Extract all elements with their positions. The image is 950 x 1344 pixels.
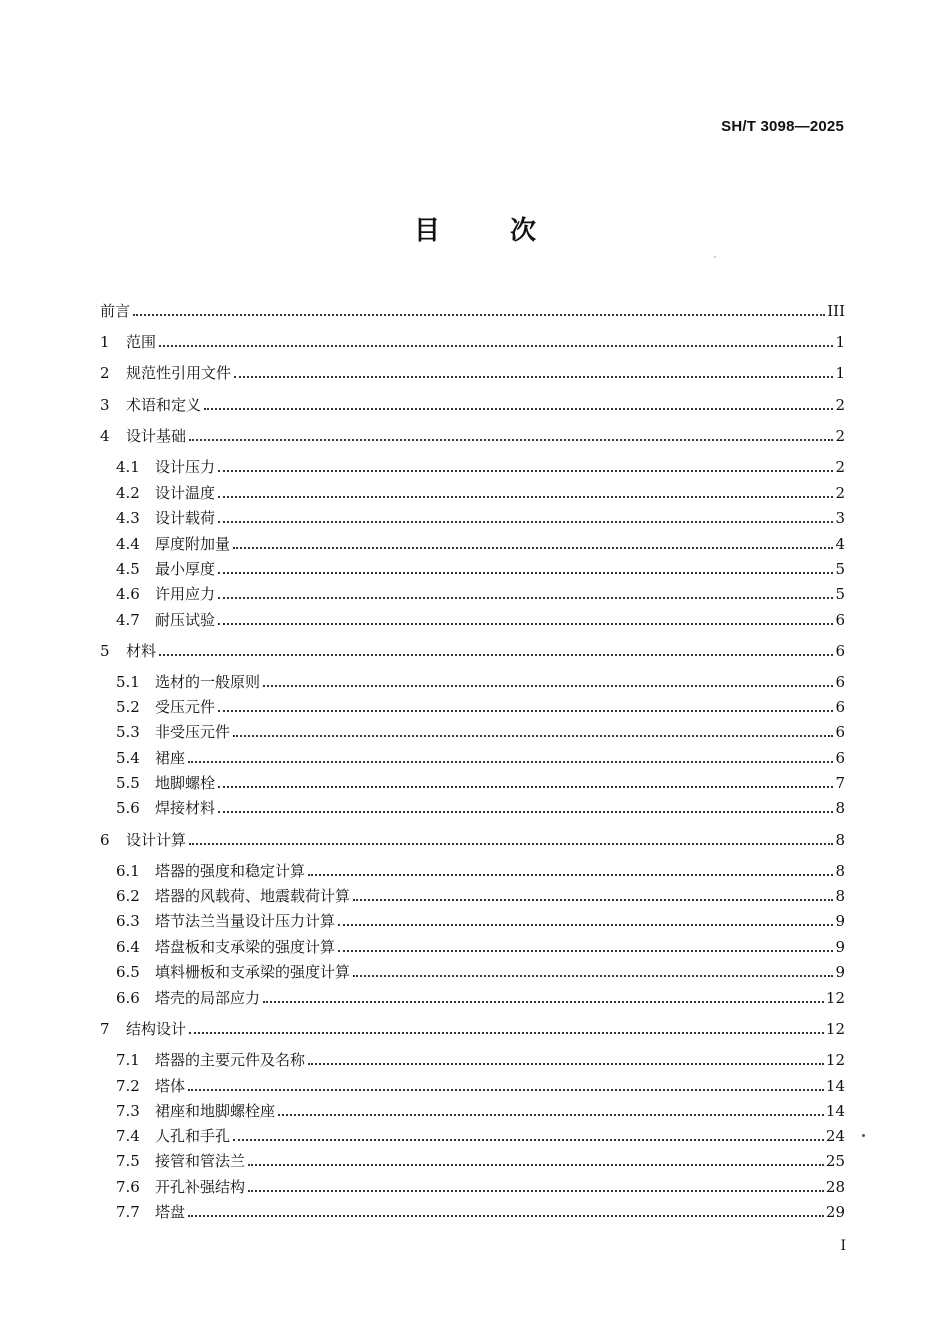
toc-entry-number: 6.5 xyxy=(116,963,140,981)
toc-dot-leader xyxy=(263,685,833,687)
toc-entry-page: 14 xyxy=(825,1102,845,1120)
scan-speck xyxy=(862,1134,865,1137)
toc-entry-number: 7.5 xyxy=(116,1152,140,1170)
toc-dot-leader xyxy=(248,1164,824,1166)
toc-entry-page: 7 xyxy=(835,774,845,792)
toc-entry-label: 设计压力 xyxy=(155,458,216,476)
toc-entry-label: 塔体 xyxy=(155,1077,186,1095)
toc-entry-label: 受压元件 xyxy=(155,698,216,716)
toc-entry-page: 8 xyxy=(835,799,845,817)
toc-entry-number: 4 xyxy=(100,427,110,445)
toc-dot-leader xyxy=(338,950,833,952)
toc-entry-label: 前言 xyxy=(100,302,131,320)
toc-entry-number: 5 xyxy=(100,642,110,660)
toc-entry[interactable] xyxy=(116,961,845,983)
toc-dot-leader xyxy=(353,899,833,901)
toc-entry-label: 设计温度 xyxy=(155,484,216,502)
toc-dot-leader xyxy=(218,623,833,625)
toc-entry-number: 7.7 xyxy=(116,1203,140,1221)
toc-entry[interactable] xyxy=(116,507,845,529)
toc-entry[interactable] xyxy=(100,362,845,384)
toc-dot-leader xyxy=(218,470,833,472)
page-number: I xyxy=(840,1238,846,1254)
toc-entry[interactable] xyxy=(116,860,845,882)
toc-dot-leader xyxy=(233,1139,824,1141)
toc-entry-label: 开孔补强结构 xyxy=(155,1178,246,1196)
toc-entry-label: 塔壳的局部应力 xyxy=(155,989,261,1007)
toc-entry-number: 3 xyxy=(100,396,110,414)
toc-dot-leader xyxy=(218,811,833,813)
toc-entry-number: 5.1 xyxy=(116,673,140,691)
toc-entry-page: 1 xyxy=(835,333,845,351)
toc-entry[interactable] xyxy=(116,721,845,743)
toc-dot-leader xyxy=(234,376,833,378)
toc-entry[interactable] xyxy=(100,331,845,353)
toc-entry-page: 12 xyxy=(825,989,845,1007)
toc-entry-number: 7 xyxy=(100,1020,110,1038)
toc-entry[interactable] xyxy=(100,300,845,322)
toc-entry[interactable] xyxy=(116,797,845,819)
toc-entry-label: 最小厚度 xyxy=(155,560,216,578)
toc-dot-leader xyxy=(189,843,833,845)
toc-entry-page: 12 xyxy=(825,1020,845,1038)
toc-entry-number: 6.2 xyxy=(116,887,140,905)
toc-entry-label: 设计基础 xyxy=(126,427,187,445)
toc-entry-number: 4.5 xyxy=(116,560,140,578)
toc-entry[interactable] xyxy=(116,533,845,555)
toc-entry-label: 材料 xyxy=(126,642,157,660)
toc-entry-page: 6 xyxy=(835,611,845,629)
toc-entry-page: 8 xyxy=(835,887,845,905)
toc-entry-number: 7.4 xyxy=(116,1127,140,1145)
toc-entry-page: 28 xyxy=(825,1178,845,1196)
toc-entry-page: 6 xyxy=(835,673,845,691)
toc-entry-number: 5.2 xyxy=(116,698,140,716)
toc-entry-number: 2 xyxy=(100,364,110,382)
toc-entry-label: 地脚螺栓 xyxy=(155,774,216,792)
toc-entry-label: 术语和定义 xyxy=(126,396,202,414)
toc-entry-label: 塔盘板和支承梁的强度计算 xyxy=(155,938,336,956)
toc-entry-page: 25 xyxy=(825,1152,845,1170)
toc-entry-number: 6 xyxy=(100,831,110,849)
toc-entry-page: 6 xyxy=(835,749,845,767)
toc-entry-number: 5.6 xyxy=(116,799,140,817)
toc-entry-label: 耐压试验 xyxy=(155,611,216,629)
toc-entry-label: 结构设计 xyxy=(126,1020,187,1038)
toc-entry[interactable] xyxy=(116,1201,845,1223)
toc-entry-page: 1 xyxy=(835,364,845,382)
toc-entry[interactable] xyxy=(100,425,845,447)
toc-entry-number: 5.4 xyxy=(116,749,140,767)
toc-entry-number: 7.3 xyxy=(116,1102,140,1120)
toc-entry-number: 4.3 xyxy=(116,509,140,527)
toc-entry[interactable] xyxy=(116,456,845,478)
toc-entry-number: 1 xyxy=(100,333,110,351)
toc-entry-page: 2 xyxy=(835,484,845,502)
document-code: SH/T 3098—2025 xyxy=(721,118,844,135)
toc-entry-label: 塔盘 xyxy=(155,1203,186,1221)
toc-entry-page: 4 xyxy=(835,535,845,553)
toc-entry[interactable] xyxy=(116,1100,845,1122)
toc-dot-leader xyxy=(189,1032,824,1034)
toc-entry-label: 非受压元件 xyxy=(155,723,231,741)
toc-entry-label: 设计计算 xyxy=(126,831,187,849)
toc-entry[interactable] xyxy=(116,558,845,580)
toc-entry-page: 12 xyxy=(825,1051,845,1069)
toc-entry[interactable] xyxy=(116,1176,845,1198)
toc-entry-page: 2 xyxy=(835,427,845,445)
toc-entry-label: 塔器的风载荷、地震载荷计算 xyxy=(155,887,351,905)
toc-entry-label: 厚度附加量 xyxy=(155,535,231,553)
toc-entry-page: 24 xyxy=(825,1127,845,1145)
toc-entry-label: 接管和管法兰 xyxy=(155,1152,246,1170)
toc-dot-leader xyxy=(353,975,833,977)
toc-entry-number: 4.1 xyxy=(116,458,140,476)
toc-entry-label: 范围 xyxy=(126,333,157,351)
toc-entry-label: 裙座和地脚螺栓座 xyxy=(155,1102,276,1120)
toc-entry[interactable] xyxy=(116,482,845,504)
toc-dot-leader xyxy=(204,408,833,410)
toc-entry-page: 6 xyxy=(835,642,845,660)
toc-title: 目 次 xyxy=(413,216,577,246)
toc-dot-leader xyxy=(233,735,833,737)
toc-entry-number: 6.1 xyxy=(116,862,140,880)
toc-entry-page: 8 xyxy=(835,862,845,880)
toc-entry[interactable] xyxy=(116,609,845,631)
toc-entry-page: 29 xyxy=(825,1203,845,1221)
toc-entry-number: 5.5 xyxy=(116,774,140,792)
toc-entry-page: III xyxy=(827,302,845,320)
toc-dot-leader xyxy=(218,572,833,574)
toc-dot-leader xyxy=(218,597,833,599)
toc-dot-leader xyxy=(233,547,833,549)
toc-entry-label: 人孔和手孔 xyxy=(155,1127,231,1145)
toc-entry-label: 裙座 xyxy=(155,749,186,767)
toc-entry-number: 6.4 xyxy=(116,938,140,956)
toc-entry-label: 焊接材料 xyxy=(155,799,216,817)
toc-entry[interactable] xyxy=(116,1125,845,1147)
toc-entry-label: 填料栅板和支承梁的强度计算 xyxy=(155,963,351,981)
scan-speck xyxy=(714,256,716,258)
toc-entry-page: 14 xyxy=(825,1077,845,1095)
toc-dot-leader xyxy=(133,314,825,316)
toc-entry-label: 塔节法兰当量设计压力计算 xyxy=(155,912,336,930)
toc-dot-leader xyxy=(218,521,833,523)
toc-entry-label: 设计载荷 xyxy=(155,509,216,527)
toc-entry[interactable] xyxy=(116,696,845,718)
toc-entry[interactable] xyxy=(100,394,845,416)
toc-entry[interactable] xyxy=(116,910,845,932)
toc-dot-leader xyxy=(188,1089,824,1091)
toc-dot-leader xyxy=(248,1190,824,1192)
toc-entry[interactable] xyxy=(116,987,845,1009)
toc-dot-leader xyxy=(159,345,833,347)
toc-entry-number: 4.7 xyxy=(116,611,140,629)
toc-entry-number: 7.6 xyxy=(116,1178,140,1196)
toc-entry-page: 9 xyxy=(835,938,845,956)
toc-entry-label: 塔器的主要元件及名称 xyxy=(155,1051,306,1069)
toc-entry-number: 4.6 xyxy=(116,585,140,603)
toc-entry-number: 4.2 xyxy=(116,484,140,502)
toc-entry[interactable] xyxy=(116,1049,845,1071)
toc-entry-page: 9 xyxy=(835,912,845,930)
toc-entry[interactable] xyxy=(116,772,845,794)
toc-entry-page: 5 xyxy=(835,585,845,603)
toc-entry-number: 7.2 xyxy=(116,1077,140,1095)
toc-dot-leader xyxy=(308,1063,824,1065)
toc-entry[interactable] xyxy=(116,885,845,907)
toc-entry[interactable] xyxy=(100,1018,845,1040)
toc-entry-label: 塔器的强度和稳定计算 xyxy=(155,862,306,880)
toc-dot-leader xyxy=(338,924,833,926)
toc-entry[interactable] xyxy=(116,583,845,605)
toc-entry-page: 6 xyxy=(835,723,845,741)
toc-entry[interactable] xyxy=(116,1075,845,1097)
toc-entry-number: 5.3 xyxy=(116,723,140,741)
toc-entry[interactable] xyxy=(100,829,845,851)
toc-entry-page: 2 xyxy=(835,458,845,476)
toc-entry-page: 5 xyxy=(835,560,845,578)
toc-dot-leader xyxy=(218,496,833,498)
toc-entry[interactable] xyxy=(116,671,845,693)
toc-dot-leader xyxy=(218,710,833,712)
toc-dot-leader xyxy=(189,439,833,441)
toc-entry[interactable] xyxy=(116,1150,845,1172)
toc-entry-page: 2 xyxy=(835,396,845,414)
toc-entry-page: 3 xyxy=(835,509,845,527)
toc-dot-leader xyxy=(278,1114,824,1116)
toc-entry-number: 6.6 xyxy=(116,989,140,1007)
toc-entry-number: 4.4 xyxy=(116,535,140,553)
toc-entry-number: 6.3 xyxy=(116,912,140,930)
toc-entry-number: 7.1 xyxy=(116,1051,140,1069)
toc-entry[interactable] xyxy=(100,640,845,662)
toc-entry-page: 6 xyxy=(835,698,845,716)
toc-dot-leader xyxy=(188,1215,824,1217)
toc-entry[interactable] xyxy=(116,747,845,769)
toc-dot-leader xyxy=(218,786,833,788)
toc-entry-page: 8 xyxy=(835,831,845,849)
toc-dot-leader xyxy=(188,761,833,763)
toc-dot-leader xyxy=(263,1001,824,1003)
toc-entry-label: 选材的一般原则 xyxy=(155,673,261,691)
toc-entry-page: 9 xyxy=(835,963,845,981)
toc-entry-label: 许用应力 xyxy=(155,585,216,603)
toc-entry-label: 规范性引用文件 xyxy=(126,364,232,382)
toc-dot-leader xyxy=(159,654,833,656)
toc-entry[interactable] xyxy=(116,936,845,958)
toc-dot-leader xyxy=(308,874,833,876)
